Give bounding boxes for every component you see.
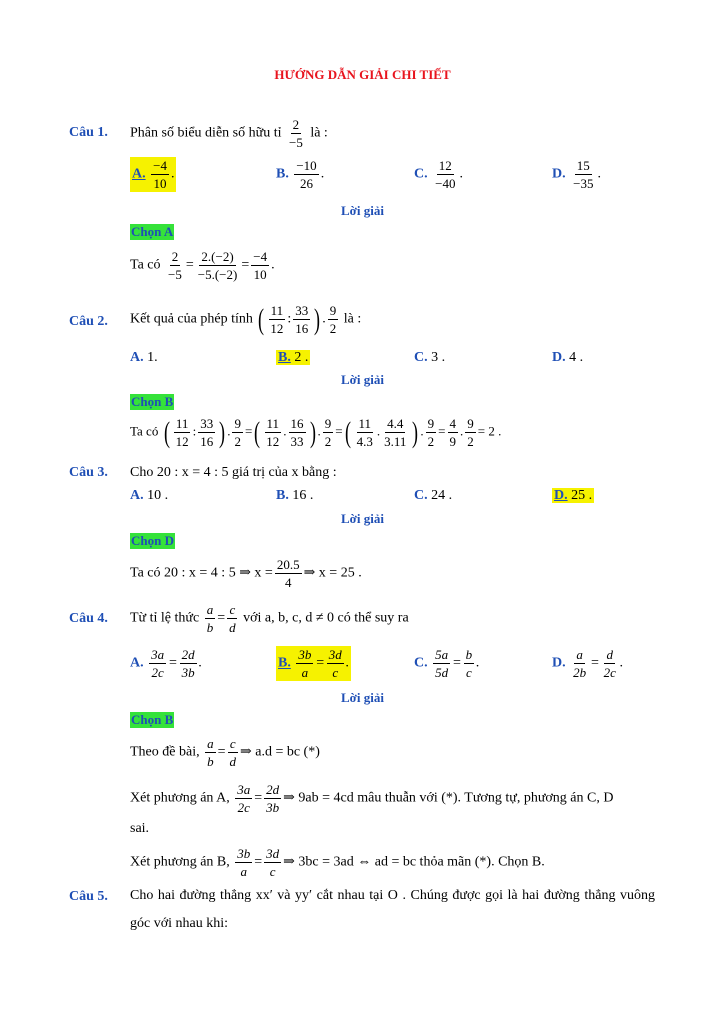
option-c[interactable]: C. 3 . <box>414 350 446 365</box>
solution-line: Ta có $\frac{2}{-5}$ = $\frac{2.(-2)}{-5.(-2)}$ = $\frac{-4}{10}$ . <box>130 249 275 282</box>
answer-choice: Chọn B <box>131 712 174 727</box>
fraction: $\frac{2}{-5}$ <box>288 117 303 150</box>
option-b[interactable]: B. 2 . <box>278 350 309 365</box>
option-d[interactable]: D. $\frac{15}{-35}$ . <box>552 158 601 191</box>
option-a[interactable]: A. $\frac{3a}{2c}$ = $\frac{2d}{3b}$ . <box>130 647 203 680</box>
option-label: D. <box>552 166 566 182</box>
option-a[interactable]: A. 1. <box>130 350 158 365</box>
solution-line: Xét phương án A, $\frac{3a}{2c}$ = $\frac{2d}{3b}$ ⇒ 9ab = 4cd mâu thuẫn với (*). Tương tự, phương án C, D <box>130 782 614 815</box>
option-a[interactable]: A. $\frac{-4}{10}$ . <box>132 158 175 191</box>
solution-heading: Lời giải <box>341 511 384 526</box>
question-text: Cho 20 : x = 4 : 5 giá trị của x bằng : <box>130 465 337 480</box>
solution-line: sai. <box>130 821 150 836</box>
question-text: Cho hai đường thẳng xx′ và yy′ cắt nhau tại O . Chúng được gọi là hai đường thẳng vuông góc với nhau khi: <box>130 888 655 931</box>
solution-heading: Lời giải <box>341 203 384 218</box>
solution-heading: Lời giải <box>341 372 384 387</box>
option-b[interactable]: B. 16 . <box>276 488 314 503</box>
question-text: Từ tỉ lệ thức $\frac{a}{b}$ = $\frac{c}{d}$ với a, b, c, d ≠ 0 có thể suy ra <box>130 602 409 635</box>
page-title: HƯỚNG DẪN GIẢI CHI TIẾT <box>274 67 451 82</box>
answer-choice: Chọn B <box>131 394 174 409</box>
option-c[interactable]: C. 24 . <box>414 488 453 503</box>
solution-heading: Lời giải <box>341 690 384 705</box>
answer-choice: Chọn A <box>131 224 174 239</box>
option-c[interactable]: C. $\frac{5a}{5d}$ = $\frac{b}{c}$ . <box>414 647 480 680</box>
solution-line: Ta có ( $\frac{11}{12}$ : $\frac{33}{16}$ ) . $\frac{9}{2}$ =( $\frac{11}{12}$ . $\frac{16}{33}$ ) . $\frac{9}{2}$ =( $\frac{11}{4.3}$ . $\frac{4.4}{3.11}$ ) . $\frac{9}{2}$ = $\frac{4}{9}$ . $\frac{9}{2}$ = 2 . <box>130 415 502 449</box>
option-d[interactable]: D. 25 . <box>554 488 593 503</box>
option-c[interactable]: C. $\frac{12}{-40}$ . <box>414 158 463 191</box>
option-a[interactable]: A. 10 . <box>130 488 169 503</box>
solution-line: Ta có 20 : x = 4 : 5 ⇒ x = $\frac{20.5}{4}$ ⇒ x = 25 . <box>130 557 362 590</box>
solution-line: Theo đề bài, $\frac{a}{b}$ = $\frac{c}{d}$ ⇒ a.d = bc (*) <box>130 736 320 769</box>
question-text-pre: Phân số biểu diễn số hữu tỉ <box>130 125 282 141</box>
question-number: Câu 1. <box>69 125 108 140</box>
option-d[interactable]: D. $\frac{a}{2b}$ = $\frac{d}{2c}$ . <box>552 647 624 680</box>
question-number: Câu 5. <box>69 889 108 904</box>
question-number: Câu 4. <box>69 611 108 626</box>
option-label: C. <box>414 166 428 182</box>
question-number: Câu 2. <box>69 314 108 329</box>
question-text <box>130 116 328 151</box>
answer-choice: Chọn D <box>131 533 174 548</box>
option-d[interactable]: D. 4 . <box>552 350 584 365</box>
question-text: Kết quả của phép tính ( $\frac{11}{12}$ : $\frac{33}{16}$ ) . $\frac{9}{2}$ là : <box>130 302 362 336</box>
question-number: Câu 3. <box>69 465 108 480</box>
option-b[interactable]: B. $\frac{3b}{a}$ = $\frac{3d}{c}$ . <box>278 647 350 680</box>
option-label: B. <box>276 166 289 182</box>
option-b[interactable]: B. $\frac{-10}{26}$ . <box>276 158 325 191</box>
option-label: A. <box>132 166 146 182</box>
solution-line: Xét phương án B, $\frac{3b}{a}$ = $\frac{3d}{c}$ ⇒ 3bc = 3ad ⇔ ad = bc thỏa mãn (*). Chọn B. <box>130 846 545 879</box>
question-text-post: là : <box>310 125 328 141</box>
